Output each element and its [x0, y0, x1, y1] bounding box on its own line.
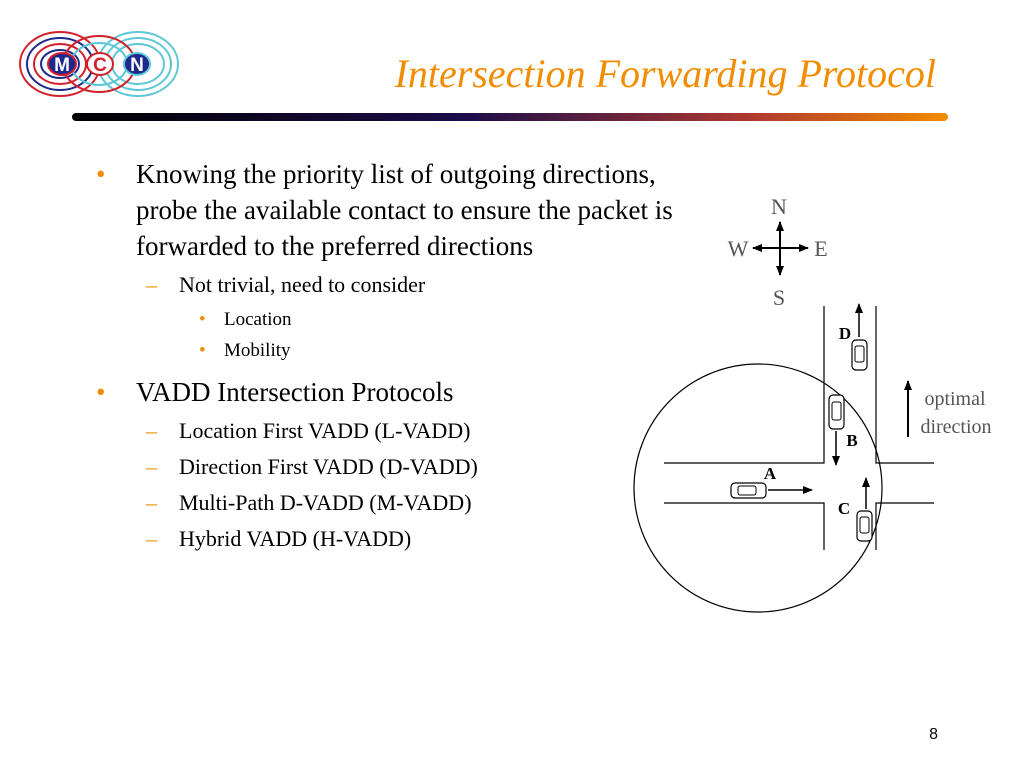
car-d-icon — [852, 340, 867, 370]
compass — [728, 194, 828, 310]
bullet-priority-list — [96, 156, 706, 264]
bullet-text: VADD Intersection Protocols — [136, 377, 454, 407]
compass-label-w: W — [727, 236, 749, 261]
sub-bullet-m-vadd — [96, 488, 706, 518]
sub-bullet-h-vadd — [96, 524, 706, 554]
page-number: 8 — [929, 726, 938, 743]
bullet-dash-icon: – — [146, 272, 157, 297]
slide-title: Intersection Forwarding Protocol — [394, 51, 936, 96]
intersection-diagram — [620, 188, 1020, 618]
car-c-icon — [857, 511, 872, 541]
optimal-label-line1: optimal — [924, 388, 986, 410]
car-c — [838, 478, 872, 541]
car-c-label: C — [837, 499, 851, 518]
sub-sub-bullet-text: Mobility — [224, 340, 291, 361]
car-b-label: B — [846, 431, 858, 450]
sub-bullet-not-trivial — [96, 270, 706, 300]
sub-sub-bullet-location — [96, 306, 706, 333]
compass-label-n: N — [771, 194, 787, 219]
car-a-label: A — [763, 464, 777, 483]
sub-bullet-d-vadd — [96, 452, 706, 482]
road-edge-southeast — [876, 503, 934, 550]
bullet-dash-icon: – — [146, 454, 157, 479]
car-b — [829, 395, 858, 465]
car-d-label: D — [838, 324, 852, 343]
bullet-dash-icon: – — [146, 526, 157, 551]
sub-bullet-text: Multi-Path D-VADD (M-VADD) — [179, 490, 472, 515]
title-divider — [72, 113, 948, 121]
sub-sub-bullet-text: Location — [224, 309, 292, 330]
car-a-icon — [731, 483, 766, 498]
slide-content — [96, 156, 706, 560]
road-edge-southwest — [664, 503, 824, 550]
compass-label-e: E — [814, 236, 828, 261]
sub-bullet-text: Location First VADD (L-VADD) — [179, 418, 471, 443]
roads — [664, 306, 934, 550]
sub-sub-bullet-mobility — [96, 337, 706, 364]
car-d — [839, 304, 867, 370]
bullet-dot-icon: • — [199, 340, 206, 361]
bullet-vadd-protocols — [96, 374, 706, 410]
mcn-logo — [18, 28, 180, 100]
logo-letter-c: C — [93, 55, 107, 76]
sub-bullet-text: Hybrid VADD (H-VADD) — [179, 526, 412, 551]
road-edge-northwest — [664, 306, 824, 463]
sub-bullet-l-vadd — [96, 416, 706, 446]
bullet-dot-icon: • — [96, 159, 106, 189]
sub-bullet-text: Direction First VADD (D-VADD) — [179, 454, 478, 479]
bullet-dot-icon: • — [96, 377, 106, 407]
car-a — [731, 464, 812, 498]
logo-letter-n: N — [130, 55, 144, 76]
bullet-dot-icon: • — [199, 309, 206, 330]
logo-letter-m: M — [54, 55, 70, 76]
road-edge-northeast — [876, 306, 934, 463]
sub-bullet-text: Not trivial, need to consider — [179, 272, 426, 297]
bullet-dash-icon: – — [146, 418, 157, 443]
car-b-icon — [829, 395, 844, 429]
optimal-direction — [908, 381, 992, 438]
bullet-dash-icon: – — [146, 490, 157, 515]
optimal-label-line2: direction — [920, 416, 992, 438]
compass-label-s: S — [772, 285, 786, 310]
bullet-text: Knowing the priority list of outgoing directions, probe the available contact to ensure the packet is forwarded to the preferred directions — [136, 159, 673, 261]
